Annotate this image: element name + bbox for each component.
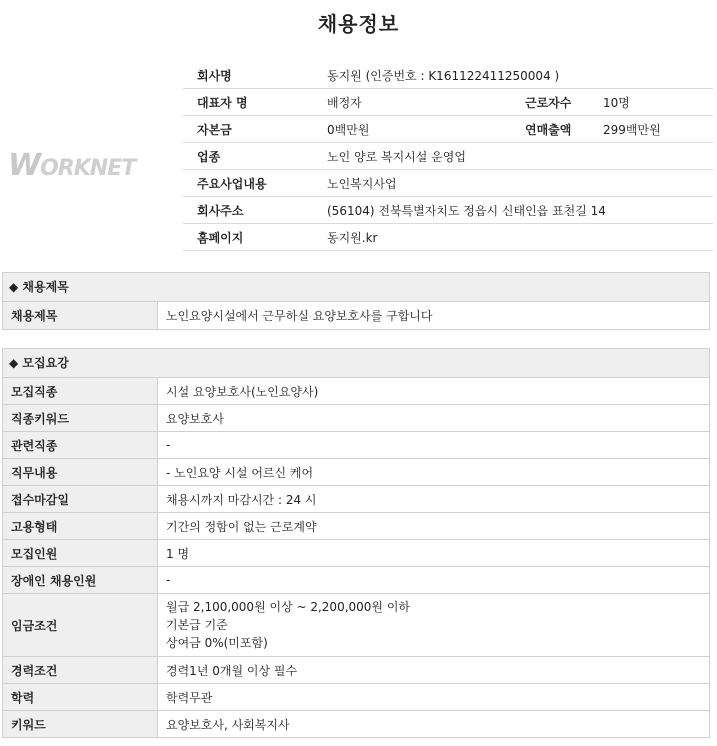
row-value: 학력무관 xyxy=(158,684,710,711)
business-label: 주요사업내용 xyxy=(183,170,313,197)
wage-line: 상여금 0%(미포함) xyxy=(166,636,268,650)
row-value: 기간의 정함이 없는 근로계약 xyxy=(158,513,710,540)
workers-value: 10명 xyxy=(589,89,713,116)
capital-value: 0백만원 xyxy=(313,116,525,143)
industry-value: 노인 양로 복지시설 운영업 xyxy=(313,143,713,170)
row-label: 직무내용 xyxy=(3,459,158,486)
row-value: 경력1년 0개월 이상 필수 xyxy=(158,657,710,684)
row-label: 임금조건 xyxy=(3,594,158,657)
row-value: - 노인요양 시설 어르신 케어 xyxy=(158,459,710,486)
job-title-label: 채용제목 xyxy=(3,302,158,330)
requirements-table xyxy=(2,377,710,738)
row-label: 모집인원 xyxy=(3,540,158,567)
row-label: 고용형태 xyxy=(3,513,158,540)
page-title: 채용정보 xyxy=(317,12,400,36)
row-value: 채용시까지 마감시간 : 24 시 xyxy=(158,486,710,513)
table-row xyxy=(3,405,710,432)
row-label: 직종키워드 xyxy=(3,405,158,432)
homepage-label: 홈페이지 xyxy=(183,224,313,251)
worknet-logo xyxy=(8,148,135,183)
sales-label: 연매출액 xyxy=(525,116,589,143)
company-name-label: 회사명 xyxy=(183,62,313,89)
industry-label: 업종 xyxy=(183,143,313,170)
wage-conditions xyxy=(158,594,710,657)
workers-label: 근로자수 xyxy=(525,89,589,116)
capital-label: 자본금 xyxy=(183,116,313,143)
row-value: - xyxy=(158,567,710,594)
company-info-table xyxy=(183,62,713,251)
homepage-link[interactable]: 동지원.kr xyxy=(313,224,713,251)
row-value: 요양보호사, 사회복지사 xyxy=(158,711,710,738)
table-row xyxy=(3,513,710,540)
row-value: - xyxy=(158,432,710,459)
wage-line: 기본급 기준 xyxy=(166,618,228,632)
table-row xyxy=(3,459,710,486)
table-row xyxy=(3,594,710,657)
row-label: 경력조건 xyxy=(3,657,158,684)
address-value: (56104) 전북특별자치도 정읍시 신태인읍 표천길 14 xyxy=(313,197,713,224)
row-label: 키워드 xyxy=(3,711,158,738)
row-value: 1 명 xyxy=(158,540,710,567)
table-row xyxy=(3,486,710,513)
row-value: 요양보호사 xyxy=(158,405,710,432)
logo-letter-w: W xyxy=(8,148,41,183)
job-title-value: 노인요양시설에서 근무하실 요양보호사를 구합니다 xyxy=(158,302,710,330)
table-row xyxy=(3,684,710,711)
address-label: 회사주소 xyxy=(183,197,313,224)
row-label: 학력 xyxy=(3,684,158,711)
wage-line: 월급 2,100,000원 이상 ~ 2,200,000원 이하 xyxy=(166,600,411,614)
table-row xyxy=(3,540,710,567)
requirements-section xyxy=(2,348,710,738)
ceo-value: 배정자 xyxy=(313,89,525,116)
requirements-heading: ◆ 모집요강 xyxy=(2,348,710,377)
row-label: 모집직종 xyxy=(3,378,158,405)
row-value: 시설 요양보호사(노인요양사) xyxy=(158,378,710,405)
sales-value: 299백만원 xyxy=(589,116,713,143)
table-row xyxy=(3,567,710,594)
row-label: 장애인 채용인원 xyxy=(3,567,158,594)
logo-text: ORKNET xyxy=(40,156,136,181)
business-value: 노인복지사업 xyxy=(313,170,713,197)
table-row xyxy=(3,378,710,405)
ceo-label: 대표자 명 xyxy=(183,89,313,116)
table-row xyxy=(3,711,710,738)
row-label: 접수마감일 xyxy=(3,486,158,513)
job-title-heading: ◆ 채용제목 xyxy=(2,272,710,301)
company-name-value: 동지원 (인증번호 : K161122411250004 ) xyxy=(313,62,713,89)
table-row xyxy=(3,657,710,684)
table-row xyxy=(3,432,710,459)
job-title-section xyxy=(2,272,710,330)
row-label: 관련직종 xyxy=(3,432,158,459)
